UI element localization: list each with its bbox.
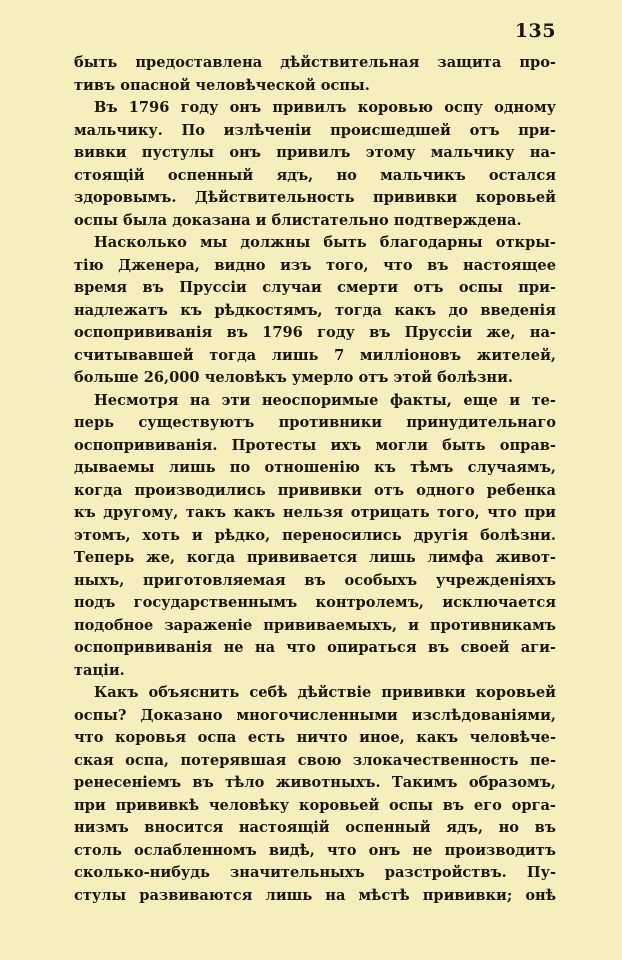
text-line: столь ослабленномъ видѣ, что онъ не производитъ xyxy=(74,841,556,859)
text-line: мальчику. По излѣченіи происшедшей отъ при- xyxy=(74,121,556,139)
text-line: что коровья оспа есть ничто иное, какъ человѣче- xyxy=(74,729,556,746)
text-line: оспопрививанія. Протесты ихъ могли быть оправ- xyxy=(74,436,556,454)
text-line: стулы развиваются лишь на мѣстѣ прививки; онѣ xyxy=(74,886,556,904)
text-line: таціи. xyxy=(74,661,125,679)
text-line: ренесеніемъ въ тѣло животныхъ. Такимъ образомъ, xyxy=(74,774,556,791)
text-line: ская оспа, потерявшая свою злокачественность пе- xyxy=(74,751,556,769)
text-line: къ другому, такъ какъ нельзя отрицать того, что при xyxy=(74,504,556,521)
text-line: вивки пустулы онъ привилъ этому мальчику на- xyxy=(74,144,556,161)
text-line: оспы была доказана и блистательно подтверждена. xyxy=(74,211,522,229)
text-line: время въ Пруссіи случаи смерти отъ оспы при- xyxy=(74,279,556,296)
text-line: оспопрививанія въ 1796 году въ Пруссіи же, на- xyxy=(74,324,556,341)
text-line: Несмотря на эти неоспоримые факты, еще и те- xyxy=(94,391,556,409)
text-line: быть предоставлена дѣйствительная защита про- xyxy=(74,54,556,71)
page-number: 135 xyxy=(514,20,556,42)
text-line: стоящій оспенный ядъ, но мальчикъ остался xyxy=(74,166,556,184)
text-line: считывавшей тогда лишь 7 милліоновъ жителей, xyxy=(74,346,556,364)
body-text xyxy=(74,52,556,907)
text-line: перь существуютъ противники принудительнаго xyxy=(74,414,556,431)
text-line: низмъ вносится настоящій оспенный ядъ, но въ xyxy=(74,819,556,836)
text-line: при прививкѣ человѣку коровьей оспы въ его орга- xyxy=(74,796,556,814)
text-line: тивъ опасной человѣческой оспы. xyxy=(74,76,370,94)
text-line: больше 26,000 человѣкъ умерло отъ этой болѣзни. xyxy=(74,369,514,386)
text-line: Теперь же, когда прививается лишь лимфа живот- xyxy=(74,549,556,566)
text-line: надлежатъ къ рѣдкостямъ, тогда какъ до введенія xyxy=(74,301,556,319)
text-line: Въ 1796 году онъ привилъ коровью оспу одному xyxy=(94,99,556,116)
text-line: подобное зараженіе прививаемыхъ, и противникамъ xyxy=(74,616,556,634)
text-line: сколько-нибудь значительныхъ разстройствъ. Пу- xyxy=(74,864,556,881)
text-line: ныхъ, приготовляемая въ особыхъ учрежденіяхъ xyxy=(74,571,556,589)
text-line: этомъ, хоть и рѣдко, переносились другія болѣзни. xyxy=(74,526,556,544)
text-line: оспопрививанія не на что опираться въ своей аги- xyxy=(74,639,556,656)
text-line: когда производились прививки отъ одного ребенка xyxy=(74,481,556,499)
text-line: Насколько мы должны быть благодарны откры- xyxy=(94,234,556,251)
text-line: подъ государственнымъ контролемъ, исключается xyxy=(74,594,556,611)
text-line: тію Дженера, видно изъ того, что въ настоящее xyxy=(74,256,556,274)
text-line: дываемы лишь по отношенію къ тѣмъ случаямъ, xyxy=(74,459,556,476)
text-line: оспы? Доказано многочисленными изслѣдованіями, xyxy=(74,706,556,724)
text-line: Какъ объяснить себѣ дѣйствіе прививки коровьей xyxy=(94,684,556,701)
text-line: здоровымъ. Дѣйствительность прививки коровьей xyxy=(74,189,556,206)
